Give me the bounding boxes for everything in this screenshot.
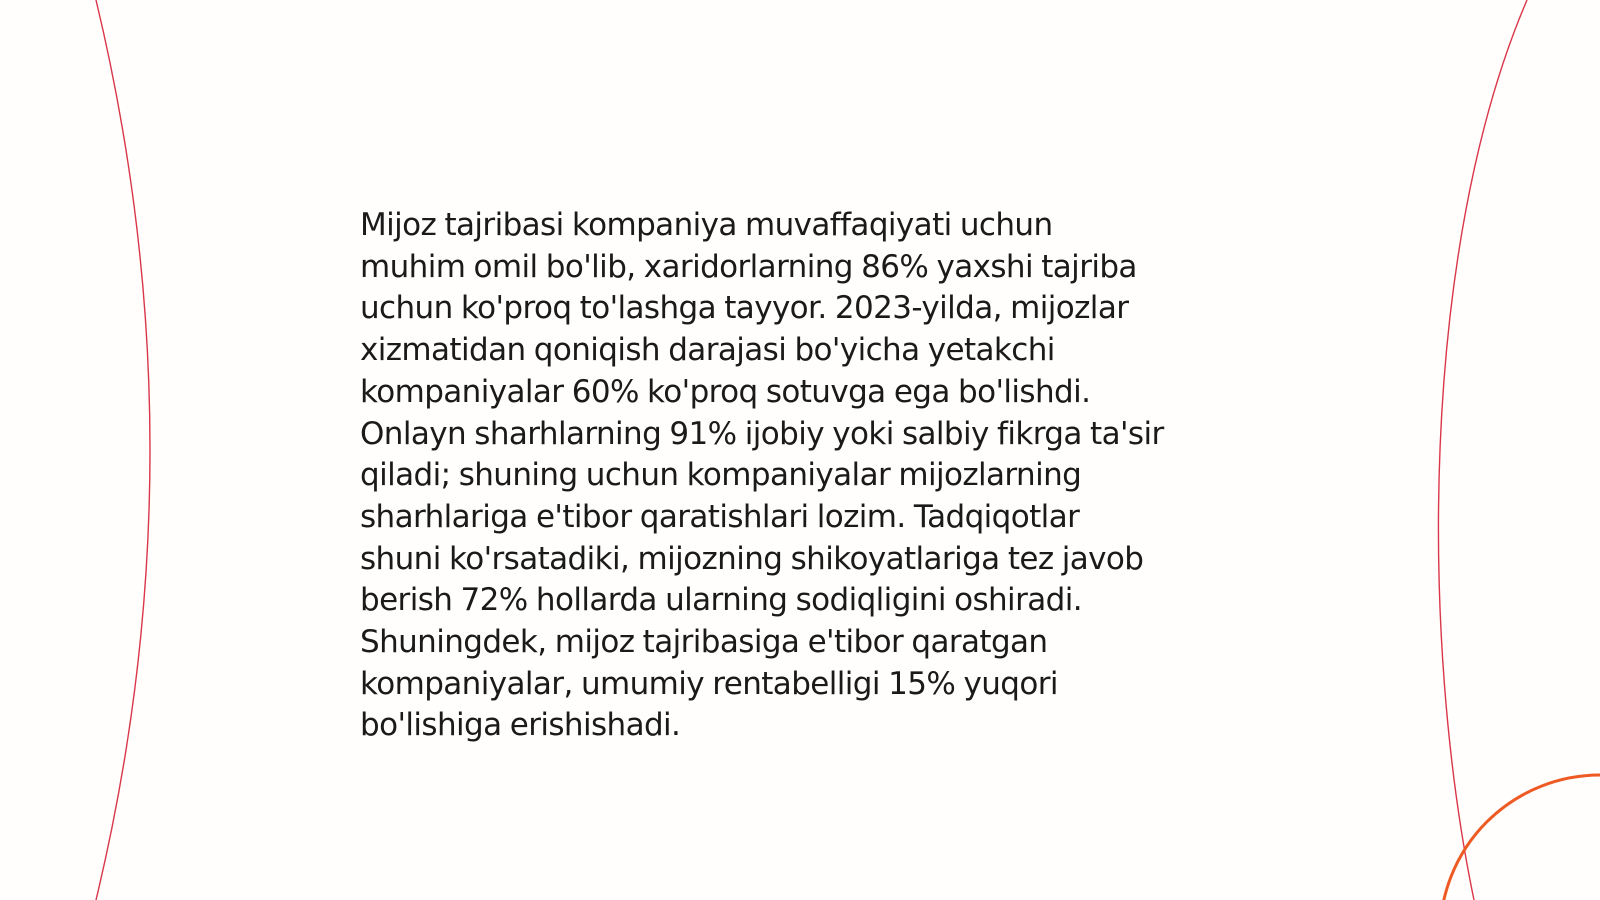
paragraph-line: bo'lishiga erishishadi. <box>360 707 681 744</box>
paragraph-line: berish 72% hollarda ularning sodiqligini oshiradi. <box>360 582 1082 619</box>
paragraph-line: uchun ko'proq to'lashga tayyor. 2023-yilda, mijozlar <box>360 290 1129 327</box>
paragraph-line: qiladi; shuning uchun kompaniyalar mijozlarning <box>360 457 1082 494</box>
paragraph-line: sharhlariga e'tibor qaratishlari lozim. Tadqiqotlar <box>360 498 1080 535</box>
paragraph-line: Mijoz tajribasi kompaniya muvaffaqiyati uchun <box>360 207 1053 243</box>
paragraph-line: xizmatidan qoniqish darajasi bo'yicha yetakchi <box>360 332 1055 369</box>
corner-circle <box>1440 775 1600 900</box>
paragraph-line: shuni ko'rsatadiki, mijozning shikoyatlariga tez javob <box>360 540 1144 577</box>
paragraph-line: muhim omil bo'lib, xaridorlarning 86% yaxshi tajriba <box>360 248 1137 285</box>
paragraph-line: kompaniyalar 60% ko'proq sotuvga ega bo'lishdi. <box>360 373 1091 410</box>
paragraph-line: Shuningdek, mijoz tajribasiga e'tibor qaratgan <box>360 624 1048 661</box>
right-arc-line <box>1438 0 1527 900</box>
paragraph-line: Onlayn sharhlarning 91% ijobiy yoki salbiy fikrga ta'sir <box>360 415 1164 452</box>
body-paragraph <box>360 205 1240 747</box>
left-arc-line <box>96 0 150 900</box>
paragraph-line: kompaniyalar, umumiy rentabelligi 15% yuqori <box>360 665 1058 702</box>
